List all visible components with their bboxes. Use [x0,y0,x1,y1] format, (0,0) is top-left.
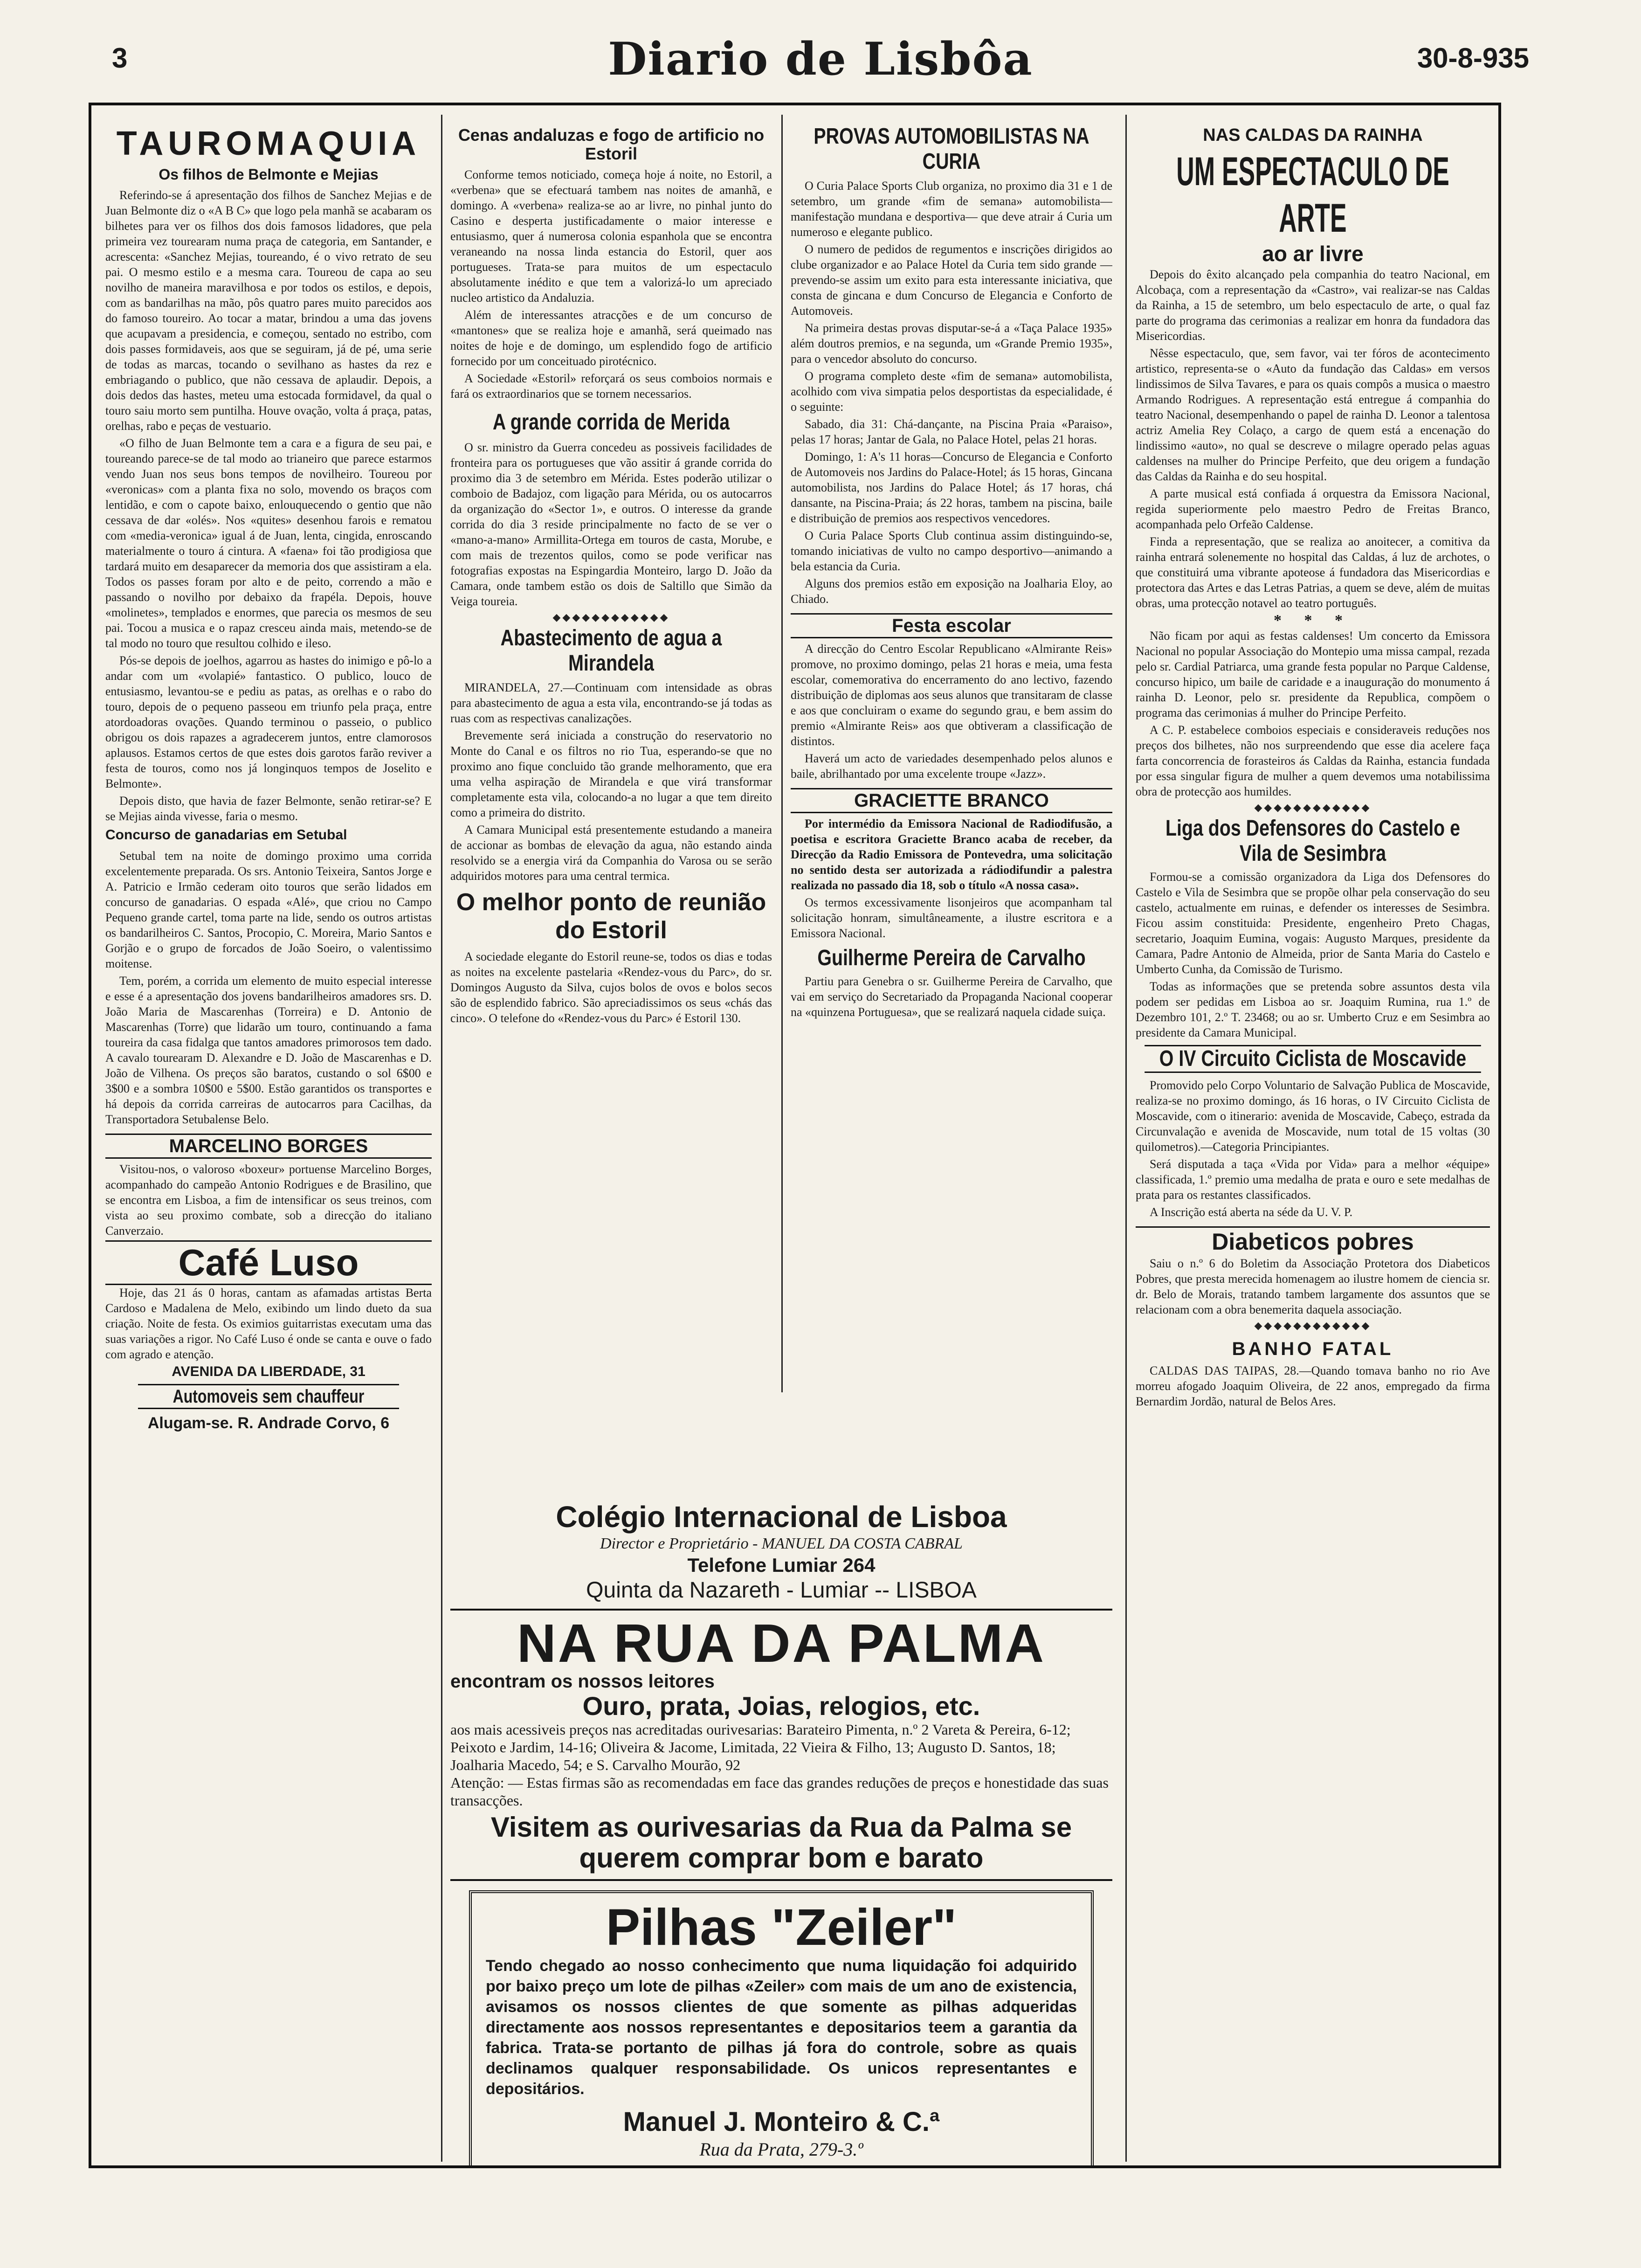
article-title: Automoveis sem chauffeur [138,1384,399,1409]
advertisement-colegio [450,1500,1112,1611]
paragraph: Além de interessantes atracções e de um concurso de «mantones» que se realiza hoje e amanhã, será queimado nas noites de hoje e de domingo, um esplendido fogo de artificio fornecido por um conceituado pirotécnico. [450,308,772,368]
paragraph: Finda a representação, que se realiza ao anoitecer, a comitiva da rainha entrará solenemente no hospital das Caldas, á luz de archotes, o que constituirá uma vibrante apoteose á fundadora das Misericordias e protectora das Artes e das Letras Patrias, a quem se deve, além de muitas obras, uma protecção notavel ao teatro português. [1136,535,1490,610]
paragraph: Sabado, dia 31: Chá-dançante, na Piscina Praia «Paraiso», pelas 17 horas; Jantar de Gala, no Palace Hotel, pelas 21 horas. [791,417,1112,446]
paragraph: O programa completo deste «fim de semana» automobilista, acolhido com viva simpatia pelos desportistas da especialidade, é o seguinte: [791,369,1112,414]
page-header [112,33,1529,98]
paragraph: Pós-se depois de joelhos, agarrou as hastes do inimigo e pô-lo a andar com um «volapié» fantastico. O publico, louco de entusiasmo, levantou-se e pediu as patas, as orelhas e o rabo do touro, depois de o pequeno passeou em triunfo pela praça, entre atordoadoras ovações. Quando terminou o passeio, o publico obrigou os dois rapazes a agradecerem juntos, entre clamorosos aplausos. Estamos certos de que estes dois garotos farão reviver a festa de touros, como nos já longinquos tempos de Joselito e Belmonte». [105,654,432,790]
advertisement-rua-da-palma [450,1611,1112,1881]
paragraph: Promovido pelo Corpo Voluntario de Salvação Publica de Moscavide, realiza-se no proximo domingo, ás 16 horas, o IV Circuito Ciclista de Moscavide, com o itinerario: avenida de Moscavide, Cabeço, estrada da Circunvalação e avenida de Moscavide, num total de 15 voltas (30 quilometros).—Categoria Principiantes. [1136,1079,1490,1154]
paragraph: Por intermédio da Emissora Nacional de Radiodifusão, a poetisa e escritora Graciette Branco acaba de receber, da Direcção da Radio Emissora de Pontevedra, uma solicitação no sentido desta ser autorizada a rádiodifundir a palestra realizada no passado dia 18, sob o título «A nossa casa». [791,817,1112,892]
paragraph: A direcção do Centro Escolar Republicano «Almirante Reis» promove, no proximo domingo, pelas 21 horas e meia, uma festa escolar, comemorativa do encerramento do ano lectivo, fazendo distribuição de diplomas aos seus alunos que transitaram de classe e aos que concluiram o exame do segundo grau, e bem assim do premio «Almirante Reis» aos que obtiveram a classificação de distintos. [791,642,1112,748]
column-rule [781,115,783,1392]
paragraph: O sr. ministro da Guerra concedeu as possiveis facilidades de fronteira para os portugueses que vão assitir á grande corrida do proximo dia 3 de setembro em Mérida. Estes poderão utilizar o comboio de Badajoz, com ligação para Mérida, ou os autocarros da organização do «Sector 1», e outros. O interesse da grande corrida do dia 3 reside principalmente no facto de se ver o «mano-a-mano» Armillita-Ortega em touros de casta, Morube, e com mais de trezentos quilos, como se pode verificar nas fotografias expostas na Espingardia Monteiro, largo D. João da Camara, onde tambem estão os dois de Saltillo que Simão da Veiga toureia. [450,441,772,608]
ad-title: Pilhas "Zeiler" [606,1899,957,1956]
paragraph: Formou-se a comissão organizadora da Liga dos Defensores do Castelo e Vila de Sesimbra que se propõe olhar pela conservação do seu castelo, actualmente em ruinas, e defender os interesses de Sesimbra. Ficou assim constituida: Presidente, engenheiro Preto Chagas, secretario, Joaquim Eumina, vogais: Augusto Marques, presidente da Camara, Padre Antonio de Almeida, prior de Santa Maria do Castelo e Umberto Cunha, da Comissão de Turismo. [1136,870,1490,976]
article-title: TAUROMAQUIA [116,125,421,162]
address-line: AVENIDA DA LIBERDADE, 31 [172,1364,365,1379]
paragraph: Visitou-nos, o valoroso «boxeur» portuense Marcelino Borges, acompanhado do campeão Antonio Rodrigues e de Brasilino, que se encontra em Lisboa, a fim de intensificar os seus treinos, com vista ao seu proximo combate, sob a direcção do italiano Canverzaio. [105,1162,432,1238]
article-subtitle: ao ar livre [1262,242,1364,266]
article-kicker: NAS CALDAS DA RAINHA [1203,125,1423,145]
paragraph: Todas as informações que se pretenda sobre assuntos desta vila podem ser pedidas em Lisboa ao sr. Joaquim Rumina, rua 1.º de Dezembro 101, 2.º T. 23468; ou ao sr. Umberto Cruz e em Sesimbra ao presidente da Camara Municipal. [1136,980,1490,1039]
paragraph: Hoje, das 21 ás 0 horas, cantam as afamadas artistas Berta Cardoso e Madalena de Melo, exibindo um lindo dueto da sua criação. Noite de festa. Os eximios guitarristas executam uma das suas variações a rigor. No Café Luso é onde se canta e ouve o fado com agrado e atenção. [105,1286,432,1361]
paragraph: Alguns dos premios estão em exposição na Joalharia Eloy, ao Chiado. [791,577,1112,606]
ad-title: Colégio Internacional de Lisboa [556,1500,1007,1534]
paragraph: Partiu para Genebra o sr. Guilherme Pereira de Carvalho, que vai em serviço do Secretariado da Propaganda Nacional cooperar na «quinzena Portuguesa», que se realizará naquela cidade suiça. [791,975,1112,1019]
ad-line: Alugam-se. R. Andrade Corvo, 6 [147,1414,390,1432]
article-title: O melhor ponto de reunião do Estoril [456,889,766,944]
advertisement-zeiler [469,1890,1094,2168]
paragraph: Saiu o n.º 6 do Boletim da Associação Protetora dos Diabeticos Pobres, que presta merecida homenagem ao ilustre homem de ciencia sr. dr. Belo de Morais, tratando tambem largamente dos assuntos que se relacionam com a obra benemerita daquela associação. [1136,1257,1490,1316]
article-title: GRACIETTE BRANCO [791,788,1112,813]
page-frame [89,103,1501,2168]
paragraph: Depois disto, que havia de fazer Belmonte, senão retirar-se? E se Mejias ainda vivesse, faria o mesmo. [105,794,432,823]
issue-date: 30-8-935 [1417,42,1529,74]
column-rule [1125,115,1127,2162]
article-title: Guilherme Pereira de Carvalho [817,946,1086,970]
ad-note: Atenção: — Estas firmas são as recomendadas em face das grandes reduções de preços e honestidade das suas transacções. [450,1774,1109,1809]
column-1 [105,124,432,2157]
paragraph: CALDAS DAS TAIPAS, 28.—Quando tomava banho no rio Ave morreu afogado Joaquim Oliveira, de 22 anos, empregado da firma Bernardim Jordão, natural de Belos Ares. [1136,1364,1490,1408]
newspaper-masthead: Diario de Lisbôa [608,33,1033,85]
ad-subtitle: encontram os nossos leitores [450,1671,715,1692]
article-subtitle: Os filhos de Belmonte e Mejias [159,166,379,183]
paragraph: MIRANDELA, 27.—Continuam com intensidade as obras para abastecimento de agua a esta vila, encontrando-se já todas as ruas com as respectivas canalizações. [450,681,772,725]
paragraph: A sociedade elegante do Estoril reune-se, todos os dias e todas as noites na excelente pastelaria «Rendez-vous du Parc», do sr. Domingos Augusto da Silva, cujos bolos de ovos e bolos secos são de esplendido fabrico. São apreciadissimos os seus «chás das cinco». O telefone do «Rendez-vous du Parc» é Estoril 130. [450,950,772,1025]
section-heading: Concurso de ganadarias em Setubal [105,827,347,843]
paragraph: O numero de pedidos de regumentos e inscrições dirigidos ao clube organizador e ao Palace Hotel da Curia tem sido grande —prevendo-se assim um exito para esta interessante iniciativa, que consta de gincana e dum Concurso de Elegancia e Conforto de Automoveis. [791,242,1112,318]
divider-ornament: ◆◆◆◆◆◆◆◆◆◆◆◆ [1254,802,1372,813]
article-title: Abastecimento de agua a Mirandela [500,626,722,676]
paragraph: Conforme temos noticiado, começa hoje á noite, no Estoril, a «verbena» que se efectuará tambem nas noites de amanhã, e domingo. A «verbena» realiza-se ao ar livre, no pinhal junto do Casino e desperta justificadamente o maior interesse e entusiasmo, quer á numerosa colonia espanhola que se encontra veraneando na nossa linda estancia do Estoril, quer aos portugueses. Trata-se para muitos de um espectaculo absolutamente inédito e que tem a valorizá-lo um apreciado nucleo artistico da Andaluzia. [450,168,772,304]
column-4 [1136,124,1490,2157]
article-title: Café Luso [105,1240,432,1285]
article-title: Festa escolar [791,613,1112,638]
article-title: O IV Circuito Ciclista de Moscavide [1145,1045,1481,1073]
article-title: PROVAS AUTOMOBILISTAS NA CURIA [814,124,1089,174]
paragraph: Setubal tem na noite de domingo proximo uma corrida excelentemente preparada. Os srs. Antonio Teixeira, Santos Jorge e A. Patricio e Irmão cederam oito touros que serão lidados em concurso de ganadarias. O espada «Alé», que criou no Campo Pequeno grande cartel, toma parte na lide, sendo os outros artistas os bandarilheiros C. Santos, Procopio, C. Moreira, Mario Santos e Gorjão e o grupo de forcados de João Soeiro, o valentissimo moitense. [105,849,432,970]
paragraph: Tem, porém, a corrida um elemento de muito especial interesse e esse é a apresentação dos jovens bandarilheiros amadores srs. D. João Maria de Mascarenhas (Torreira) e D. Antonio de Mascarenhas (Torre) que lidarão um touro, continuando a fama toureira da casa fidalga que tantos amadores primorosos tem dado. A cavalo tourearam D. Alexandre e D. João de Mascarenhas e D. João de Vilhena. Os preços são baratos, custando o sol 6$00 e 3$00 e a sombra 10$00 e 5$00. Estão garantidos os transportes e há depois da corrida carreiras de autocarros para Cacilhas, da Transportadora Setubalense Belo. [105,974,432,1126]
article-title: MARCELINO BORGES [105,1134,432,1159]
paragraph: Nêsse espectaculo, que, sem favor, vai ter fóros de acontecimento artistico, representa-se o «Auto da fundação das Caldas» em versos lindissimos de Silva Tavares, e para os quais compôs a musica o maestro Armando Rodrigues. A representação está entregue á companhia do teatro Nacional, desempenhando o papel de rainha D. Leonor a talentosa actriz Amelia Rey Colaço, a cargo de quem está a encenação do lindissimo «auto», no qual se descreve o milagre operado pelas aguas caldenses na mulher do Principe Perfeito, que deu origem a fundação das Caldas da Rainha e do seu hospital. [1136,346,1490,483]
ad-company: Manuel J. Monteiro & C.ª [623,2107,940,2137]
paragraph: «O filho de Juan Belmonte tem a cara e a figura de seu pai, e toureando parece-se de tal modo ao trianeiro que parece estarmos vendo Juan nos seus bons tempos de novilheiro. Toureou por «veronicas» com a planta fixa no solo, movendo os braços com lentidão, e com o capote baixo, enlouquecendo o gentio que não cessava de dar «olés». Nos «quites» desenhou farois e rematou com «media-veronica» igual á de Juan, lenta, cingida, enroscando materialmente o touro á cintura. A «faena» foi tão prodigiosa que tardará muito em desaparecer da memoria dos que assistiram a ela. Todos os passes foram por alto e de peito, correndo a mão e passando o novilho por debaixo da frapéla. Depois, houve «molinetes», templados e enormes, que parecia os mesmos de seu pai. Tocou a musica e o rapaz cresceu ainda mais, metendo-se de tal modo no touro que resultou colhido e ileso. [105,436,432,650]
ad-text: Tendo chegado ao nosso conhecimento que numa liquidação foi adquirido por baixo preço um lote de pilhas «Zeiler» com mais de um ano de existencia, avisamos os nossos clientes de que somente as pilhas adqueridas directamente aos nossos representantes e depositarios teem a garantia da fabrica. Trata-se portanto de pilhas já fora do controle, sobre as quais declinamos qualquer responsabilidade. Os unicos representantes e depositários. [486,1957,1077,2098]
ad-address: Rua da Prata, 279-3.º [699,2139,863,2160]
article-title: BANHO FATAL [1232,1339,1394,1359]
column-2 [450,124,772,1388]
article-title: Liga dos Defensores do Castelo e Vila de Sesimbra [1165,816,1461,866]
section-break: * * * [1274,612,1352,629]
paragraph: A parte musical está confiada á orquestra da Emissora Nacional, regida superiormente pelo maestro Pedro de Freitas Branco, acompanhada pelo Orfeão Caldense. [1136,487,1490,531]
paragraph: Domingo, 1: A's 11 horas—Concurso de Elegancia e Conforto de Automoveis nos Jardins do Palace-Hotel; ás 15 horas, Gincana automobilista, nos Jardins do Palace Hotel; ás 17 horas, chá dansante, na Piscina-Praia; ás 22 horas, tambem na piscina, baile e distribuição de premios aos respectivos vencedores. [791,450,1112,525]
paragraph: A Sociedade «Estoril» reforçará os seus comboios normais e fará os extraordinarios que se tornem necessarios. [450,372,772,401]
paragraph: O Curia Palace Sports Club organiza, no proximo dia 31 e 1 de setembro, um grande «fim de semana» automobilista—manifestação mundana e desportiva— que deve atrair á Curia um numeroso e elegante publico. [791,179,1112,239]
ad-phone: Telefone Lumiar 264 [687,1554,876,1576]
divider-ornament: ◆◆◆◆◆◆◆◆◆◆◆◆ [552,611,670,623]
paragraph: Os termos excessivamente lisonjeiros que acompanham tal solicitação honram, simultâneamente, a ilustre escritora e a Emissora Nacional. [791,896,1112,940]
advertisement-area [450,1500,1112,2168]
paragraph: Não ficam por aqui as festas caldenses! Um concerto da Emissora Nacional no popular Associação do Montepio uma missa campal, rezada pelo sr. Cardial Patriarca, uma grande festa popular no Parque Caldense, concurso hipico, um baile de caridade e a inauguração do monumento á rainha D. Leonor, pelo sr. presidente da Republica, compõem o programa das cerimonias á mulher do Principe Perfeito. [1136,629,1490,719]
article-title: Cenas andaluzas e fogo de artificio no Estoril [458,125,765,163]
column-3 [791,124,1112,1388]
article-title: UM ESPECTACULO DE ARTE [1176,149,1449,241]
paragraph: Será disputada a taça «Vida por Vida» para a melhor «équipe» classificada, 1.º premio uma medalha de prata e ouro e sete medalhas de prata para os restantes classificados. [1136,1157,1490,1202]
paragraph: A Inscrição está aberta na séde da U. V. P. [1150,1205,1353,1219]
paragraph: Referindo-se á apresentação dos filhos de Sanchez Mejias e de Juan Belmonte diz o «A B C» que logo pela manhã se acabaram os bilhetes para ver os filhos dos dois famosos lidadores, que pela primeira vez tourearam numa praça de categoria, em Santander, e acrescenta: «Sanchez Mejias, toureando, é o vivo retrato de seu pai. O mesmo estilo e a mesma cara. Toureou de capa ao seu novilho de maneira maravilhosa e por todos os estilos, e depois, com as bandarilhas na mão, pôs quatro pares muito parecidos aos do famoso toureiro. Ao tocar a matar, brindou a uma das jovens que acupavam a presidencia, e começou, sentado no estribo, com dois passes formidaveis, aos que se seguiram, já de pé, uma serie de todas as marcas, tocando o sevilhano as hastes da rez e embriagando o publico, que não cessava de aplaudir. Depois, a dois dedos das hastes, meteu uma estocada formidavel, da qual o touro saiu morto sem puntilha. Houve ovação, volta á praça, patas, orelhas, rabo e peças de vestuario. [105,188,432,433]
paragraph: Depois do êxito alcançado pela companhia do teatro Nacional, em Alcobaça, com a representação da «Castro», vai realizar-se nas Caldas da Rainha, a 15 de setembro, um belo espectaculo de arte, o qual faz parte do programa das cerimonias a realizar em honra da fundadora das Misericordias. [1136,268,1490,343]
page-number: 3 [112,42,128,74]
ad-director: Director e Proprietário - MANUEL DA COSTA CABRAL [600,1535,963,1552]
ad-shop-list: aos mais acessiveis preços nas acreditadas ourivesarias: Barateiro Pimenta, n.º 2 Vareta & Pereira, 6-12; Peixoto e Jardim, 14-16; Oliveira & Jacome, Limitada, 22 Vieira & Filho, 13; Augusto D. Santos, 18; Joalharia Macedo, 54; e S. Carvalho Mourão, 92 [450,1721,1071,1773]
article-title: Diabeticos pobres [1136,1226,1490,1253]
ad-goods: Ouro, prata, Joias, relogios, etc. [582,1691,980,1721]
column-rule [441,115,442,2162]
paragraph: Na primeira destas provas disputar-se-á a «Taça Palace 1935» além doutros premios, e na segunda, um «Grande Premio 1935», para o vencedor absoluto do concurso. [791,321,1112,366]
paragraph: A Camara Municipal está presentemente estudando a maneira de accionar as bombas de elevação da agua, não estando ainda resolvido se a energia virá da Companhia do Varosa ou se serão adquiridos motores para uma central termica. [450,823,772,883]
paragraph: A C. P. estabelece comboios especiais e consideraveis reduções nos preços dos bilhetes, não nos surpreendendo que esse dia acelere faça farta concorrencia de forasteiros ás Caldas da Rainha, estancia fundada por essa singular figura de mulher a quem devemos uma notabilissima obra de protecção aos humildes. [1136,723,1490,798]
paragraph: O Curia Palace Sports Club continua assim distinguindo-se, tomando iniciativas de vulto no campo desportivo—animando a bela estancia da Curia. [791,529,1112,573]
divider-ornament: ◆◆◆◆◆◆◆◆◆◆◆◆ [1254,1320,1372,1331]
paragraph: Haverá um acto de variedades desempenhado pelos alunos e baile, abrilhantado por uma excelente troupe «Jazz». [791,752,1112,781]
ad-address: Quinta da Nazareth - Lumiar -- LISBOA [586,1578,977,1603]
article-title: A grande corrida de Merida [492,410,730,435]
ad-call-to-action: Visitem as ourivesarias da Rua da Palma se querem comprar bom e barato [490,1812,1072,1874]
paragraph: Brevemente será iniciada a construção do reservatorio no Monte do Canal e os filtros no rio Tua, esperando-se que no proximo ano fique concluido tão grande melhoramento, que era uma velha aspiração de Mirandela e que virá transformar completamente esta vila, colocando-a no lugar a que tem direito como a primeira do distrito. [450,729,772,819]
ad-title: NA RUA DA PALMA [517,1613,1046,1673]
